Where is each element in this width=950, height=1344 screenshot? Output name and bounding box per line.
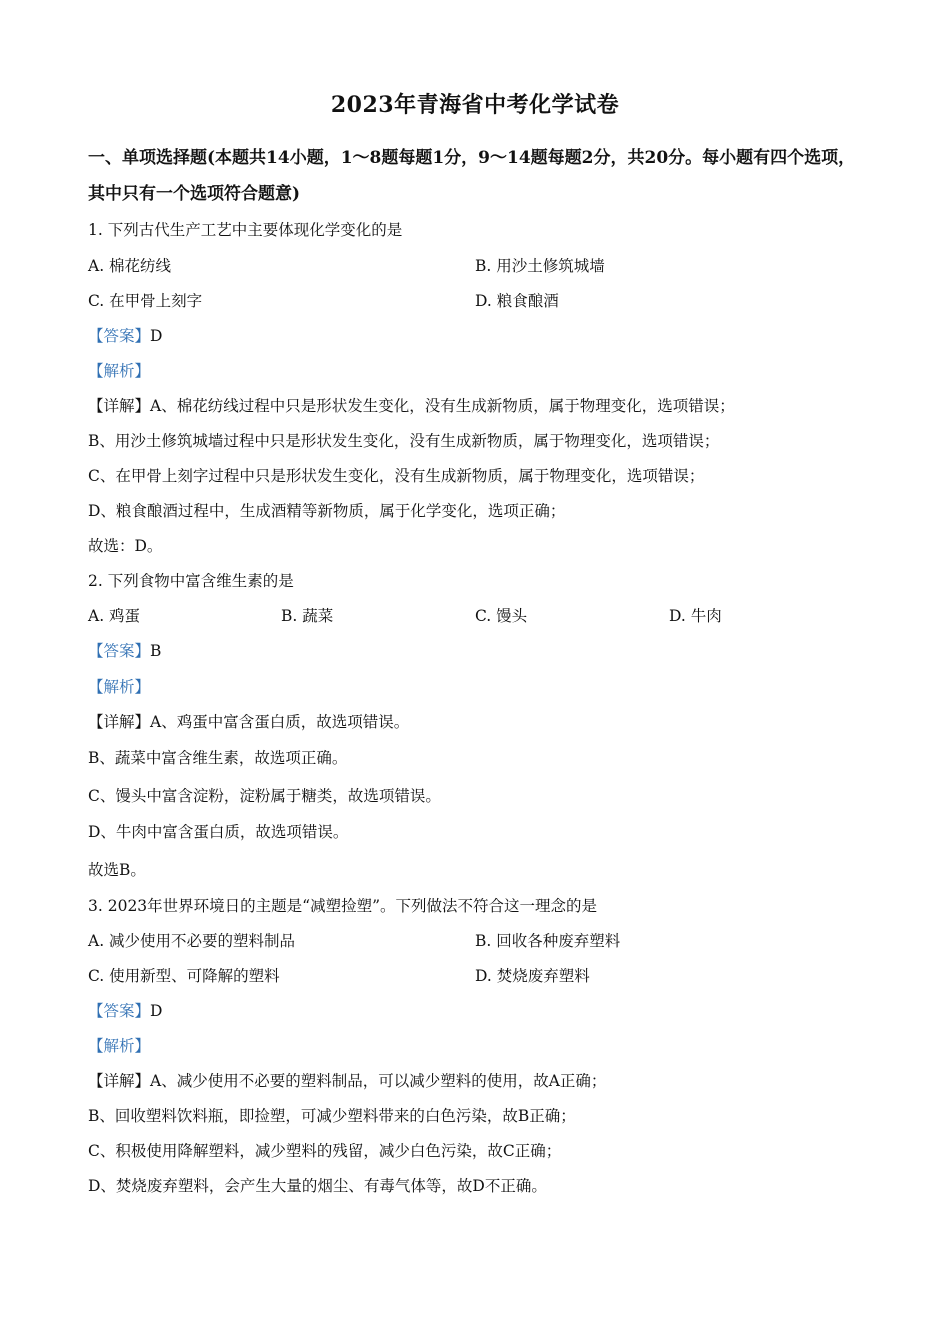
q1-option-d: D. 粮食酿酒 xyxy=(475,292,559,310)
answer-value: D xyxy=(150,1002,163,1020)
answer-value: B xyxy=(150,642,162,660)
q1-option-b: B. 用沙土修筑城墙 xyxy=(475,257,605,275)
q1-analysis-label: 【解析】 xyxy=(88,362,151,380)
q1-detail-line: D、粮食酿酒过程中，生成酒精等新物质，属于化学变化，选项正确； xyxy=(88,502,566,520)
q2-analysis-label: 【解析】 xyxy=(88,678,151,696)
q2-conclusion: 故选B。 xyxy=(88,861,146,879)
q2-detail-line: C、馒头中富含淀粉，淀粉属于糖类，故选项错误。 xyxy=(88,787,441,805)
answer-value: D xyxy=(150,327,163,345)
q1-detail-line: C、在甲骨上刻字过程中只是形状发生变化，没有生成新物质，属于物理变化，选项错误； xyxy=(88,467,705,485)
q2-option-c: C. 馒头 xyxy=(475,607,528,625)
q3-detail-line: C、积极使用降解塑料，减少塑料的残留，减少白色污染，故C正确； xyxy=(88,1142,562,1160)
q3-detail-line xyxy=(88,1070,606,1092)
q1-option-a: A. 棉花纺线 xyxy=(88,257,172,275)
q1-answer xyxy=(88,325,162,347)
detail-label: 【详解】 xyxy=(88,1072,151,1090)
q3-detail-line: B、回收塑料饮料瓶，即捡塑，可减少塑料带来的白色污染，故B正确； xyxy=(88,1107,576,1125)
q2-detail-line: D、牛肉中富含蛋白质，故选项错误。 xyxy=(88,823,349,841)
detail-text: A、棉花纺线过程中只是形状发生变化，没有生成新物质，属于物理变化，选项错误； xyxy=(150,397,735,415)
answer-label: 【答案】 xyxy=(88,642,151,660)
answer-label: 【答案】 xyxy=(88,327,151,345)
q1-detail-line: B、用沙土修筑城墙过程中只是形状发生变化，没有生成新物质，属于物理变化，选项错误； xyxy=(88,432,720,450)
question-3-stem: 3. 2023年世界环境日的主题是“减塑捡塑”。下列做法不符合这一理念的是 xyxy=(88,897,598,915)
q3-option-d: D. 焚烧废弃塑料 xyxy=(475,967,590,985)
q3-option-c: C. 使用新型、可降解的塑料 xyxy=(88,967,280,985)
q1-detail-line xyxy=(88,395,735,417)
detail-label: 【详解】 xyxy=(88,713,151,731)
q2-answer xyxy=(88,640,161,662)
q1-conclusion: 故选：D。 xyxy=(88,537,163,555)
q2-option-d: D. 牛肉 xyxy=(669,607,722,625)
q2-detail-line xyxy=(88,711,409,733)
q3-option-a: A. 减少使用不必要的塑料制品 xyxy=(88,932,296,950)
question-2-stem: 2. 下列食物中富含维生素的是 xyxy=(88,572,294,590)
q3-option-b: B. 回收各种废弃塑料 xyxy=(475,932,621,950)
q2-option-b: B. 蔬菜 xyxy=(281,607,334,625)
q3-answer xyxy=(88,1000,162,1022)
detail-label: 【详解】 xyxy=(88,397,151,415)
detail-text: A、减少使用不必要的塑料制品，可以减少塑料的使用，故A正确； xyxy=(150,1072,607,1090)
q2-option-a: A. 鸡蛋 xyxy=(88,607,141,625)
q1-option-c: C. 在甲骨上刻字 xyxy=(88,292,203,310)
section-heading: 一、单项选择题(本题共14小题，1～8题每题1分，9～14题每题2分，共20分。每小题有四个选项，其中只有一个选项符合题意) xyxy=(88,148,856,204)
q3-detail-line: D、焚烧废弃塑料，会产生大量的烟尘、有毒气体等，故D不正确。 xyxy=(88,1177,547,1195)
question-1-stem: 1. 下列古代生产工艺中主要体现化学变化的是 xyxy=(88,221,403,239)
detail-text: A、鸡蛋中富含蛋白质，故选项错误。 xyxy=(150,713,410,731)
q2-detail-line: B、蔬菜中富含维生素，故选项正确。 xyxy=(88,749,348,767)
q3-analysis-label: 【解析】 xyxy=(88,1037,151,1055)
answer-label: 【答案】 xyxy=(88,1002,151,1020)
page-title: 2023年青海省中考化学试卷 xyxy=(330,92,620,118)
